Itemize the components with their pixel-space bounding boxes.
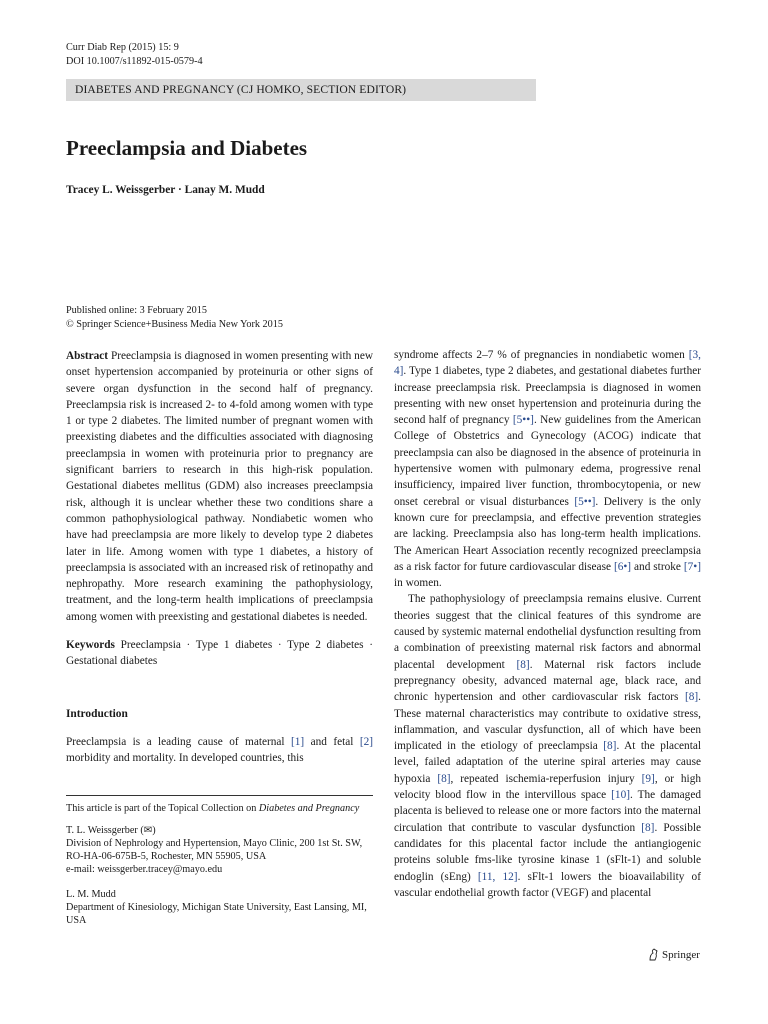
citation-link[interactable]: [11, 12] bbox=[477, 870, 518, 883]
body-text: and stroke bbox=[631, 560, 684, 573]
body-text: . These maternal characteristics may contribute to oxidative stress, inflammation, and vascular dysfunction, all of which have been implicated in the etiology of preeclampsia bbox=[394, 691, 701, 753]
journal-header bbox=[66, 41, 203, 69]
published-date: Published online: 3 February 2015 bbox=[66, 305, 207, 316]
citation-link[interactable]: [10] bbox=[611, 789, 630, 802]
body-text: . Possible candidates for this placental factor include the antiangiogenic proteins soluble fms-like tyrosine kinase 1 (sFlt-1) and soluble endoglin (sEng) bbox=[394, 821, 701, 883]
citation-link[interactable]: [8] bbox=[437, 772, 451, 785]
body-text: , repeated ischemia-reperfusion injury bbox=[450, 772, 642, 785]
body-text: . sFlt-1 lowers the bioavailability of vascular endothelial growth factor (VEGF) and placental bbox=[394, 870, 701, 899]
keywords-label: Keywords bbox=[66, 639, 115, 652]
publisher-logo bbox=[648, 948, 700, 961]
body-paragraph-2 bbox=[394, 591, 701, 901]
body-text: . Delivery is the only known cure for preeclampsia, and effective prevention strategies are lacking. Preeclampsia also has long-term health implications. The American Heart Association recently recognized preeclampsia as a risk factor for future cardiovascular disease bbox=[394, 495, 701, 573]
keywords-text: Preeclampsia · Type 1 diabetes · Type 2 diabetes · Gestational diabetes bbox=[66, 639, 374, 668]
citation-link[interactable]: [1] bbox=[290, 735, 305, 748]
body-paragraph-1 bbox=[394, 347, 701, 591]
introduction-heading: Introduction bbox=[66, 707, 128, 720]
body-text: . The damaged placenta is believed to release one or more factors into the maternal circulation that contribute to vascular dysfunction bbox=[394, 789, 701, 834]
intro-text: Preeclampsia is a leading cause of maternal bbox=[66, 735, 291, 748]
body-text: syndrome affects 2–7 % of pregnancies in nondiabetic women bbox=[394, 349, 689, 361]
doi: DOI 10.1007/s11892-015-0579-4 bbox=[66, 56, 203, 67]
body-text: . Type 1 diabetes, type 2 diabetes, and gestational diabetes further increase preeclampsia risk. Preeclampsia is diagnosed in women presenting with new onset hypertension and proteinuria during the second half of pregnancy bbox=[394, 365, 701, 427]
body-text: , or high velocity blood flow in the intervillous space bbox=[394, 772, 701, 802]
topical-collection-note bbox=[66, 802, 359, 815]
intro-text: and fetal bbox=[304, 735, 360, 748]
abstract bbox=[66, 348, 373, 625]
author1-email[interactable]: e-mail: weissgerber.tracey@mayo.edu bbox=[66, 864, 223, 875]
citation-link[interactable]: [8] bbox=[603, 740, 617, 753]
collection-name: Diabetes and Pregnancy bbox=[258, 803, 360, 814]
right-column bbox=[394, 347, 701, 901]
copyright: © Springer Science+Business Media New York 2015 bbox=[66, 318, 283, 330]
collection-prefix: This article is part of the Topical Collection on bbox=[66, 803, 259, 814]
introduction-paragraph bbox=[66, 734, 373, 767]
body-text: The pathophysiology of preeclampsia remains elusive. Current theories suggest that the clinical features of this syndrome are caused by systemic maternal endothelial dysfunction resulting from a combination of preexisting maternal risk factors and abnormal placental development bbox=[394, 593, 701, 671]
citation-link[interactable]: [9] bbox=[641, 772, 655, 785]
body-text: . Maternal risk factors include prepregnancy obesity, advanced maternal age, black race, and chronic hypertension and other cardiovascular risk factors bbox=[394, 658, 701, 704]
keywords bbox=[66, 637, 373, 670]
citation-link[interactable]: [2] bbox=[359, 735, 373, 748]
left-column bbox=[66, 348, 373, 767]
author2-dept: Department of Kinesiology, Michigan State University, East Lansing, MI, USA bbox=[66, 902, 367, 926]
article-title: Preeclampsia and Diabetes bbox=[66, 136, 308, 160]
author1-dept: Division of Nephrology and Hypertension, Mayo Clinic, 200 1st St. SW, RO-HA-06-675B-5, Rochester, MN 55905, USA bbox=[66, 838, 363, 862]
citation-link[interactable]: [8] bbox=[641, 821, 655, 834]
abstract-text: Preeclampsia is diagnosed in women presenting with new onset hypertension accompanied by proteinuria or other signs of severe organ dysfunction in the second half of pregnancy. Preeclampsia risk is increased 2- to 4-fold among women with type 1 or type 2 diabetes. The limited number of pregnant women with preexisting diabetes and the difficulties associated with diagnosing preeclampsia in women with proteinuria prior to pregnancy are significant barriers to research in this high-risk population. Gestational diabetes mellitus (GDM) also increases preeclampsia risk, although it is unclear whether these two conditions share a common pathophysiological pathway. Nondiabetic women who have had preeclampsia are more likely to develop type 2 diabetes later in life. Among women with type 1 diabetes, a history of preeclampsia is associated with an increased risk of retinopathy and nephropathy. More research examining the pathophysiology, treatment, and the long-term health implications of preeclampsia among women with preexisting and gestational diabetes is needed. bbox=[66, 350, 373, 623]
body-text: in women. bbox=[394, 577, 442, 590]
citation-link[interactable]: [6•] bbox=[613, 560, 632, 573]
body-text: . At the placental level, failed adaptation of the uterine spiral arteries may cause hypoxia bbox=[394, 740, 701, 785]
citation: Curr Diab Rep (2015) 15: 9 bbox=[66, 42, 179, 53]
publisher-name: Springer bbox=[662, 948, 700, 961]
citation-link[interactable]: [8] bbox=[516, 658, 530, 671]
abstract-label: Abstract bbox=[66, 350, 109, 362]
publication-info bbox=[66, 304, 283, 331]
citation-link[interactable]: [8] bbox=[684, 691, 699, 704]
citation-link[interactable]: [5••] bbox=[574, 495, 596, 508]
section-banner: DIABETES AND PREGNANCY (CJ HOMKO, SECTION EDITOR) bbox=[66, 79, 536, 101]
citation-link[interactable]: [5••] bbox=[512, 414, 534, 427]
article-authors: Tracey L. Weissgerber · Lanay M. Mudd bbox=[66, 184, 265, 196]
author2-name: L. M. Mudd bbox=[66, 889, 116, 900]
author1-name: T. L. Weissgerber (✉) bbox=[66, 825, 156, 836]
author-affiliations bbox=[66, 824, 373, 927]
intro-text: morbidity and mortality. In developed countries, this bbox=[66, 752, 304, 765]
footnote-divider bbox=[66, 795, 373, 796]
citation-link[interactable]: [3, 4] bbox=[394, 349, 701, 378]
springer-horse-icon bbox=[648, 948, 659, 961]
body-text: . New guidelines from the American College of Obstetrics and Gynecology (ACOG) indicate that preeclampsia can also be diagnosed in the absence of proteinuria in hypertensive women with pulmonary edema, progressive renal insufficiency, impaired liver function, thrombocytopenia, or new onset cerebral or visual disturbances bbox=[394, 414, 702, 508]
citation-link[interactable]: [7•] bbox=[683, 560, 701, 573]
